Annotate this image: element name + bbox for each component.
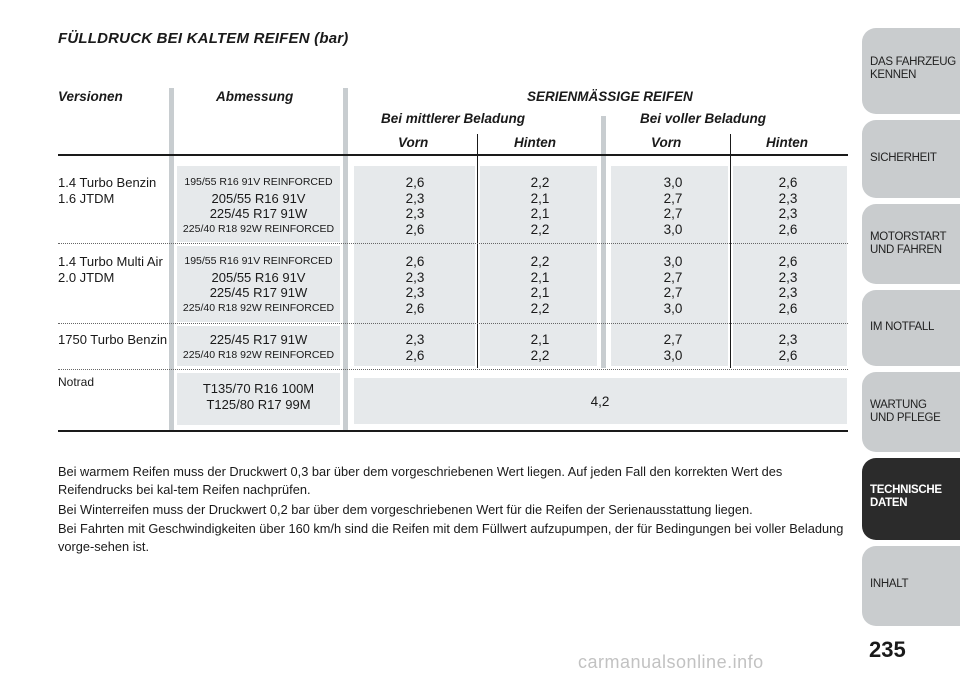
divider-version-size (169, 88, 174, 431)
row1-full-front: 3,0 2,7 2,7 3,0 (663, 175, 683, 237)
header-serien: SERIENMÄSSIGE REIFEN (527, 89, 693, 104)
separator-full-front-rear-line (730, 166, 731, 366)
rule-header-bottom (58, 154, 848, 156)
row2-sizes: 195/55 R16 91V REINFORCED 205/55 R16 91V 225/45 R17 91W 225/40 R18 92W REINFORCED (182, 255, 335, 314)
row2-full-rear: 2,6 2,3 2,3 2,6 (778, 254, 798, 316)
rule-row1 (58, 243, 848, 244)
nav-tab-im-notfall[interactable]: IM NOTFALL (862, 290, 960, 366)
row1-mid-front: 2,6 2,3 2,3 2,6 (405, 175, 425, 237)
watermark: carmanualsonline.info (578, 652, 764, 672)
header-mid-vorn: Vorn (398, 135, 429, 150)
row3-sizes: 225/45 R17 91W 225/40 R18 92W REINFORCED (182, 332, 335, 361)
header-full-hinten: Hinten (766, 135, 808, 150)
row1-full-rear: 2,6 2,3 2,3 2,6 (778, 175, 798, 237)
row2-full-front: 3,0 2,7 2,7 3,0 (663, 254, 683, 316)
header-voller: Bei voller Beladung (640, 111, 767, 126)
note-warm-tyres: Bei warmem Reifen muss der Druckwert 0,3 bar über dem vorgeschriebenen Wert liegen. Auf jeden Fall den korrekten Wert des Reifendrucks bei kal-tem Reifen nachprüfen. (58, 464, 783, 497)
row4-sizes: T135/70 R16 100M T125/80 R17 99M (202, 381, 315, 412)
row3-full-front: 2,7 3,0 (663, 332, 683, 363)
row4-version: Notrad (58, 375, 95, 389)
row1-mid-rear: 2,2 2,1 2,1 2,2 (530, 175, 550, 237)
nav-tab-wartung[interactable]: WARTUNG UND PFLEGE (862, 372, 960, 452)
rule-table-bottom (58, 430, 848, 432)
note-winter-tyres: Bei Winterreifen muss der Druckwert 0,2 bar über dem vorgeschriebenen Wert für die Reifen der Serienausstattung liegen. (58, 502, 753, 517)
row4-all-values: 4,2 (590, 394, 610, 409)
header-mid-hinten: Hinten (514, 135, 556, 150)
header-full-vorn: Vorn (651, 135, 682, 150)
row2-mid-rear: 2,2 2,1 2,1 2,2 (530, 254, 550, 316)
row1-sizes: 195/55 R16 91V REINFORCED 205/55 R16 91V 225/45 R17 91W 225/40 R18 92W REINFORCED (182, 176, 335, 235)
row2-version: 1.4 Turbo Multi Air 2.0 JTDM (58, 254, 163, 285)
rule-row3 (58, 369, 848, 370)
page-number: 235 (869, 637, 906, 662)
row2-mid-front: 2,6 2,3 2,3 2,6 (405, 254, 425, 316)
row3-mid-rear: 2,1 2,2 (530, 332, 550, 363)
row3-mid-front: 2,3 2,6 (405, 332, 425, 363)
row3-full-rear: 2,3 2,6 (778, 332, 798, 363)
nav-tab-motorstart[interactable]: MOTORSTART UND FAHREN (862, 204, 960, 284)
note-high-speed: Bei Fahrten mit Geschwindigkeiten über 160 km/h sind die Reifen mit dem Füllwert aufzupumpen, der für Bedingungen bei voller Beladung vorge-sehen ist. (58, 521, 844, 554)
page-title: FÜLLDRUCK BEI KALTEM REIFEN (bar) (58, 30, 349, 47)
nav-tab-sicherheit[interactable]: SICHERHEIT (862, 120, 960, 198)
header-abmessung: Abmessung (216, 89, 294, 104)
divider-size-values (343, 88, 348, 431)
separator-mid-front-rear-line (477, 166, 478, 366)
row1-version: 1.4 Turbo Benzin 1.6 JTDM (58, 175, 157, 206)
nav-tab-inhalt[interactable]: INHALT (862, 546, 960, 626)
nav-tab-technische-daten[interactable]: TECHNISCHE DATEN (862, 458, 960, 540)
nav-tab-das-fahrzeug-kennen[interactable]: DAS FAHRZEUG KENNEN (862, 28, 960, 114)
row3-version: 1750 Turbo Benzin (58, 332, 168, 347)
header-versionen: Versionen (58, 89, 123, 104)
header-mittlerer: Bei mittlerer Beladung (381, 111, 526, 126)
rule-row2 (58, 323, 848, 324)
